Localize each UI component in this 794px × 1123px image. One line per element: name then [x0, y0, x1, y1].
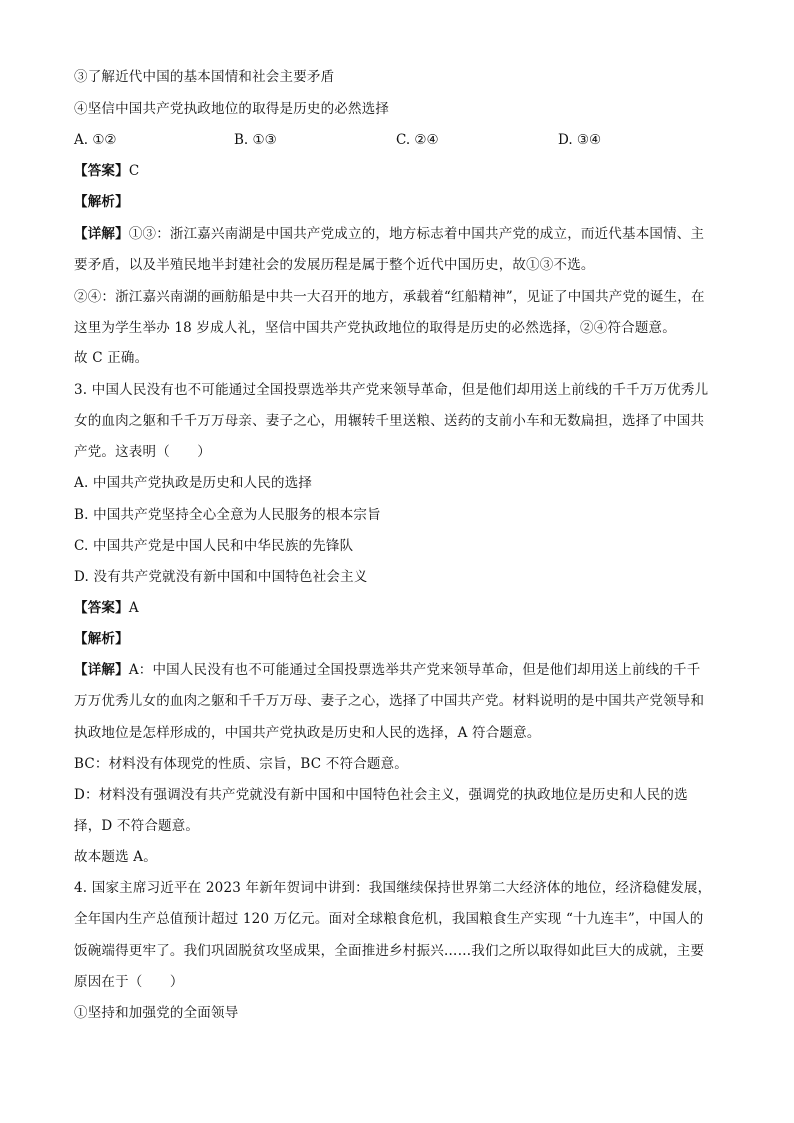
q3-option-d: D. 没有共产党就没有新中国和中国特色社会主义: [74, 569, 368, 585]
answer-label: 【答案】: [74, 600, 129, 616]
detail-text: ①③：浙江嘉兴南湖是中国共产党成立的，地方标志着中国共产党的成立，而近代基本国情、主: [128, 226, 705, 242]
q3-option-a: A. 中国共产党执政是历史和人民的选择: [74, 475, 313, 491]
q3-option-c: C. 中国共产党是中国人民和中华民族的先锋队: [74, 538, 354, 554]
q3-answer: [74, 599, 724, 617]
q3-detail-line-2: 万万优秀儿女的血肉之躯和千千万万母、妻子之心，选择了中国共产党。材料说明的是中国共产党领导和: [74, 693, 705, 709]
q2-answer: [74, 162, 724, 180]
q2-option-b: B. ①③: [234, 132, 277, 148]
q3-detail-line-1: [74, 661, 724, 679]
q4-stem-line-1: 4. 国家主席习近平在 2023 年新年贺词中讲到：我国继续保持世界第二大经济体的地位，经济稳健发展，: [74, 880, 712, 896]
answer-value: C: [128, 163, 140, 179]
q3-analysis-label: 【解析】: [74, 631, 129, 647]
q2-detail-line-5: 故 C 正确。: [74, 350, 149, 366]
answer-label: 【答案】: [74, 163, 129, 179]
q2-option-c: C. ②④: [396, 132, 439, 148]
q2-detail-line-1: [74, 225, 724, 243]
q2-analysis-label: 【解析】: [74, 194, 129, 210]
q2-option-d: D. ③④: [558, 132, 602, 148]
q3-stem-line-3: 产党。这表明（ ）: [74, 444, 211, 460]
q3-stem-line-2: 女的血肉之躯和千千万万母亲、妻子之心，用辗转千里送粮、送药的支前小车和无数扁担，选择了中国共: [74, 413, 705, 429]
q4-stem-line-4: 原因在于（ ）: [74, 974, 184, 990]
q4-stem-line-3: 饭碗端得更牢了。我们巩固脱贫攻坚成果，全面推进乡村振兴……我们之所以取得如此巨大的成就，主要: [74, 943, 705, 959]
q3-option-b: B. 中国共产党坚持全心全意为人民服务的根本宗旨: [74, 507, 381, 523]
q4-stem-line-2: 全年国内生产总值预计超过 120 万亿元。面对全球粮食危机，我国粮食生产实现 “十九连丰”，中国人的: [74, 911, 704, 927]
detail-label: 【详解】: [74, 662, 129, 678]
q2-option-a: A. ①②: [74, 132, 117, 148]
q2-detail-line-4: 这里为学生举办 18 岁成人礼，坚信中国共产党执政地位的取得是历史的必然选择，②④符合题意。: [74, 320, 676, 336]
detail-text: A：中国人民没有也不可能通过全国投票选举共产党来领导革命，但是他们却用送上前线的千千: [128, 662, 701, 678]
q3-detail-line-4: BC：材料没有体现党的性质、宗旨，BC 不符合题意。: [74, 756, 408, 772]
q3-detail-line-7: 故本题选 A。: [74, 849, 157, 865]
q3-detail-line-5: D：材料没有强调没有共产党就没有新中国和中国特色社会主义，强调党的执政地位是历史和人民的选: [74, 787, 688, 803]
answer-value: A: [128, 600, 139, 616]
q2-statement-3: ③了解近代中国的基本国情和社会主要矛盾: [74, 69, 335, 85]
q2-detail-line-3: ②④：浙江嘉兴南湖的画舫船是中共一大召开的地方，承载着“红船精神”，见证了中国共产党的诞生，在: [74, 289, 705, 305]
detail-label: 【详解】: [74, 226, 129, 242]
q2-detail-line-2: 要矛盾，以及半殖民地半封建社会的发展历程是属于整个近代中国历史，故①③不选。: [74, 257, 595, 273]
q3-detail-line-6: 择，D 不符合题意。: [74, 818, 200, 834]
q2-statement-4: ④坚信中国共产党执政地位的取得是历史的必然选择: [74, 101, 390, 117]
q3-detail-line-3: 执政地位是怎样形成的，中国共产党执政是历史和人民的选择，A 符合题意。: [74, 725, 541, 741]
q3-stem-line-1: 3. 中国人民没有也不可能通过全国投票选举共产党来领导革命，但是他们却用送上前线的千千万万优秀儿: [74, 382, 709, 398]
q4-statement-1: ①坚持和加强党的全面领导: [74, 1005, 239, 1021]
